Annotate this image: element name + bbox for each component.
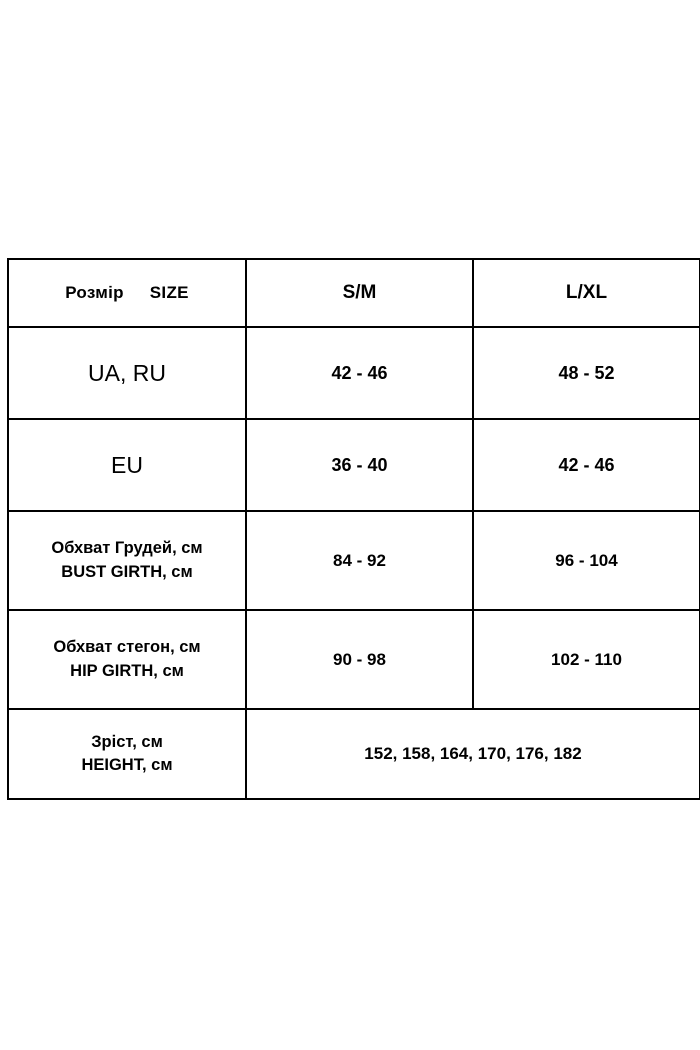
- row-label-bust-girth-en: BUST GIRTH, см: [61, 562, 193, 581]
- table-row: [8, 419, 700, 511]
- cell-hip-girth-lxl: 102 - 110: [473, 610, 700, 709]
- cell-eu-sm: 36 - 40: [246, 419, 473, 511]
- cell-bust-girth-lxl: 96 - 104: [473, 511, 700, 610]
- header-cell-size-label: [8, 259, 246, 327]
- cell-hip-girth-sm: 90 - 98: [246, 610, 473, 709]
- header-cell-sm: S/M: [246, 259, 473, 327]
- row-label-eu: EU: [8, 419, 246, 511]
- row-label-height-ua: Зріст, см: [91, 732, 163, 751]
- header-label-en: SIZE: [149, 283, 189, 302]
- header-cell-lxl: L/XL: [473, 259, 700, 327]
- row-label-hip-girth-ua: Обхват стегон, см: [53, 638, 201, 657]
- table-row: [8, 610, 700, 709]
- size-chart-table: [7, 258, 700, 800]
- table-header-row: [8, 259, 700, 327]
- cell-ua-ru-sm: 42 - 46: [246, 327, 473, 419]
- row-label-bust-girth: [8, 511, 246, 610]
- cell-eu-lxl: 42 - 46: [473, 419, 700, 511]
- cell-ua-ru-lxl: 48 - 52: [473, 327, 700, 419]
- row-label-height: [8, 709, 246, 799]
- row-label-hip-girth-en: HIP GIRTH, см: [70, 661, 184, 680]
- header-label-ua: Розмір: [65, 283, 124, 302]
- row-label-bust-girth-ua: Обхват Грудей, см: [51, 539, 203, 558]
- table-row: [8, 327, 700, 419]
- row-label-hip-girth: [8, 610, 246, 709]
- row-label-height-en: HEIGHT, см: [81, 756, 173, 774]
- row-label-ua-ru: UA, RU: [8, 327, 246, 419]
- cell-height-values: 152, 158, 164, 170, 176, 182: [246, 709, 700, 799]
- cell-bust-girth-sm: 84 - 92: [246, 511, 473, 610]
- table-row: [8, 511, 700, 610]
- table-row: [8, 709, 700, 799]
